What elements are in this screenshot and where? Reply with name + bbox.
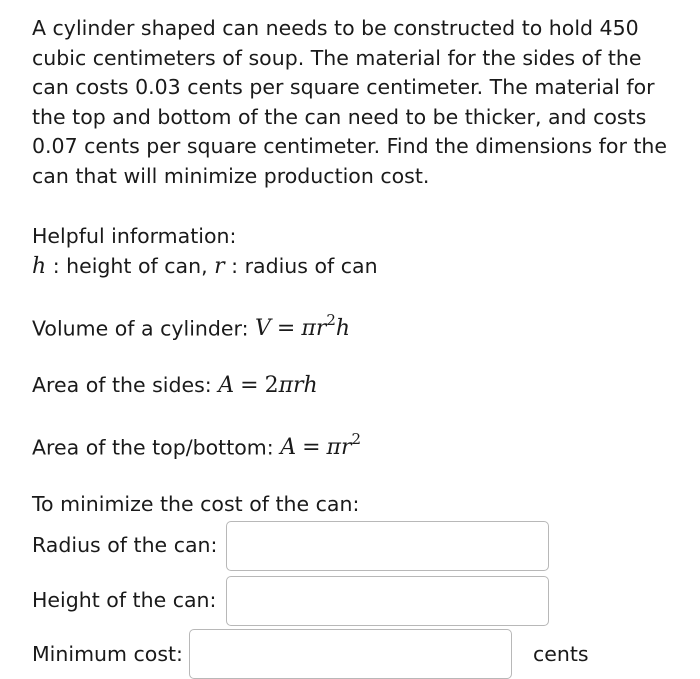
- height-label: Height of the can:: [32, 588, 217, 612]
- exponent: 2: [326, 311, 336, 329]
- h-symbol: h: [335, 316, 351, 342]
- exponent: 2: [351, 430, 362, 448]
- top-lhs: A: [280, 435, 297, 461]
- pi-symbol: π: [326, 435, 341, 461]
- equals-sign: =: [302, 435, 321, 461]
- coefficient: 2: [264, 373, 279, 398]
- pi-symbol: π: [278, 373, 294, 398]
- variable-definitions: [32, 254, 378, 279]
- sides-label: Area of the sides:: [32, 373, 219, 397]
- sides-area-formula: [32, 373, 318, 398]
- sides-lhs: A: [218, 373, 235, 398]
- r-symbol: r: [315, 316, 327, 342]
- problem-statement: A cylinder shaped can needs to be constructed to hold 450 cubic centimeters of soup. The material for the sides of the can costs 0.03 cents per square centimeter. The material for the top and bottom of the can need to be thicker, and costs 0.07 cents per square centimeter. Find the dimensions for the can that will minimize production cost.: [32, 16, 668, 188]
- equals-sign: =: [276, 316, 296, 342]
- equals-sign: =: [240, 373, 259, 398]
- top-bottom-equation: [280, 430, 362, 461]
- cost-label: Minimum cost:: [32, 642, 183, 666]
- minimize-intro: To minimize the cost of the can:: [32, 492, 360, 516]
- radius-label: Radius of the can:: [32, 533, 218, 557]
- cost-input[interactable]: [189, 629, 512, 679]
- helpful-info-heading: Helpful information:: [32, 224, 237, 248]
- height-input[interactable]: [226, 576, 549, 626]
- top-bottom-area-formula: [32, 432, 361, 460]
- r-variable: r: [214, 254, 225, 279]
- r-description: : radius of can: [224, 254, 378, 278]
- pi-symbol: π: [301, 316, 316, 342]
- h-variable: h: [32, 254, 47, 279]
- sides-equation: [218, 373, 317, 398]
- volume-lhs: V: [255, 316, 271, 342]
- r-symbol: r: [341, 435, 352, 461]
- cost-unit: cents: [533, 642, 589, 666]
- rh-symbols: rh: [293, 373, 318, 398]
- volume-label: Volume of a cylinder:: [32, 316, 256, 341]
- volume-formula: [32, 313, 350, 341]
- h-description: : height of can,: [46, 254, 215, 278]
- volume-equation: [255, 311, 351, 342]
- top-bottom-label: Area of the top/bottom:: [32, 435, 281, 460]
- radius-input[interactable]: [226, 521, 549, 571]
